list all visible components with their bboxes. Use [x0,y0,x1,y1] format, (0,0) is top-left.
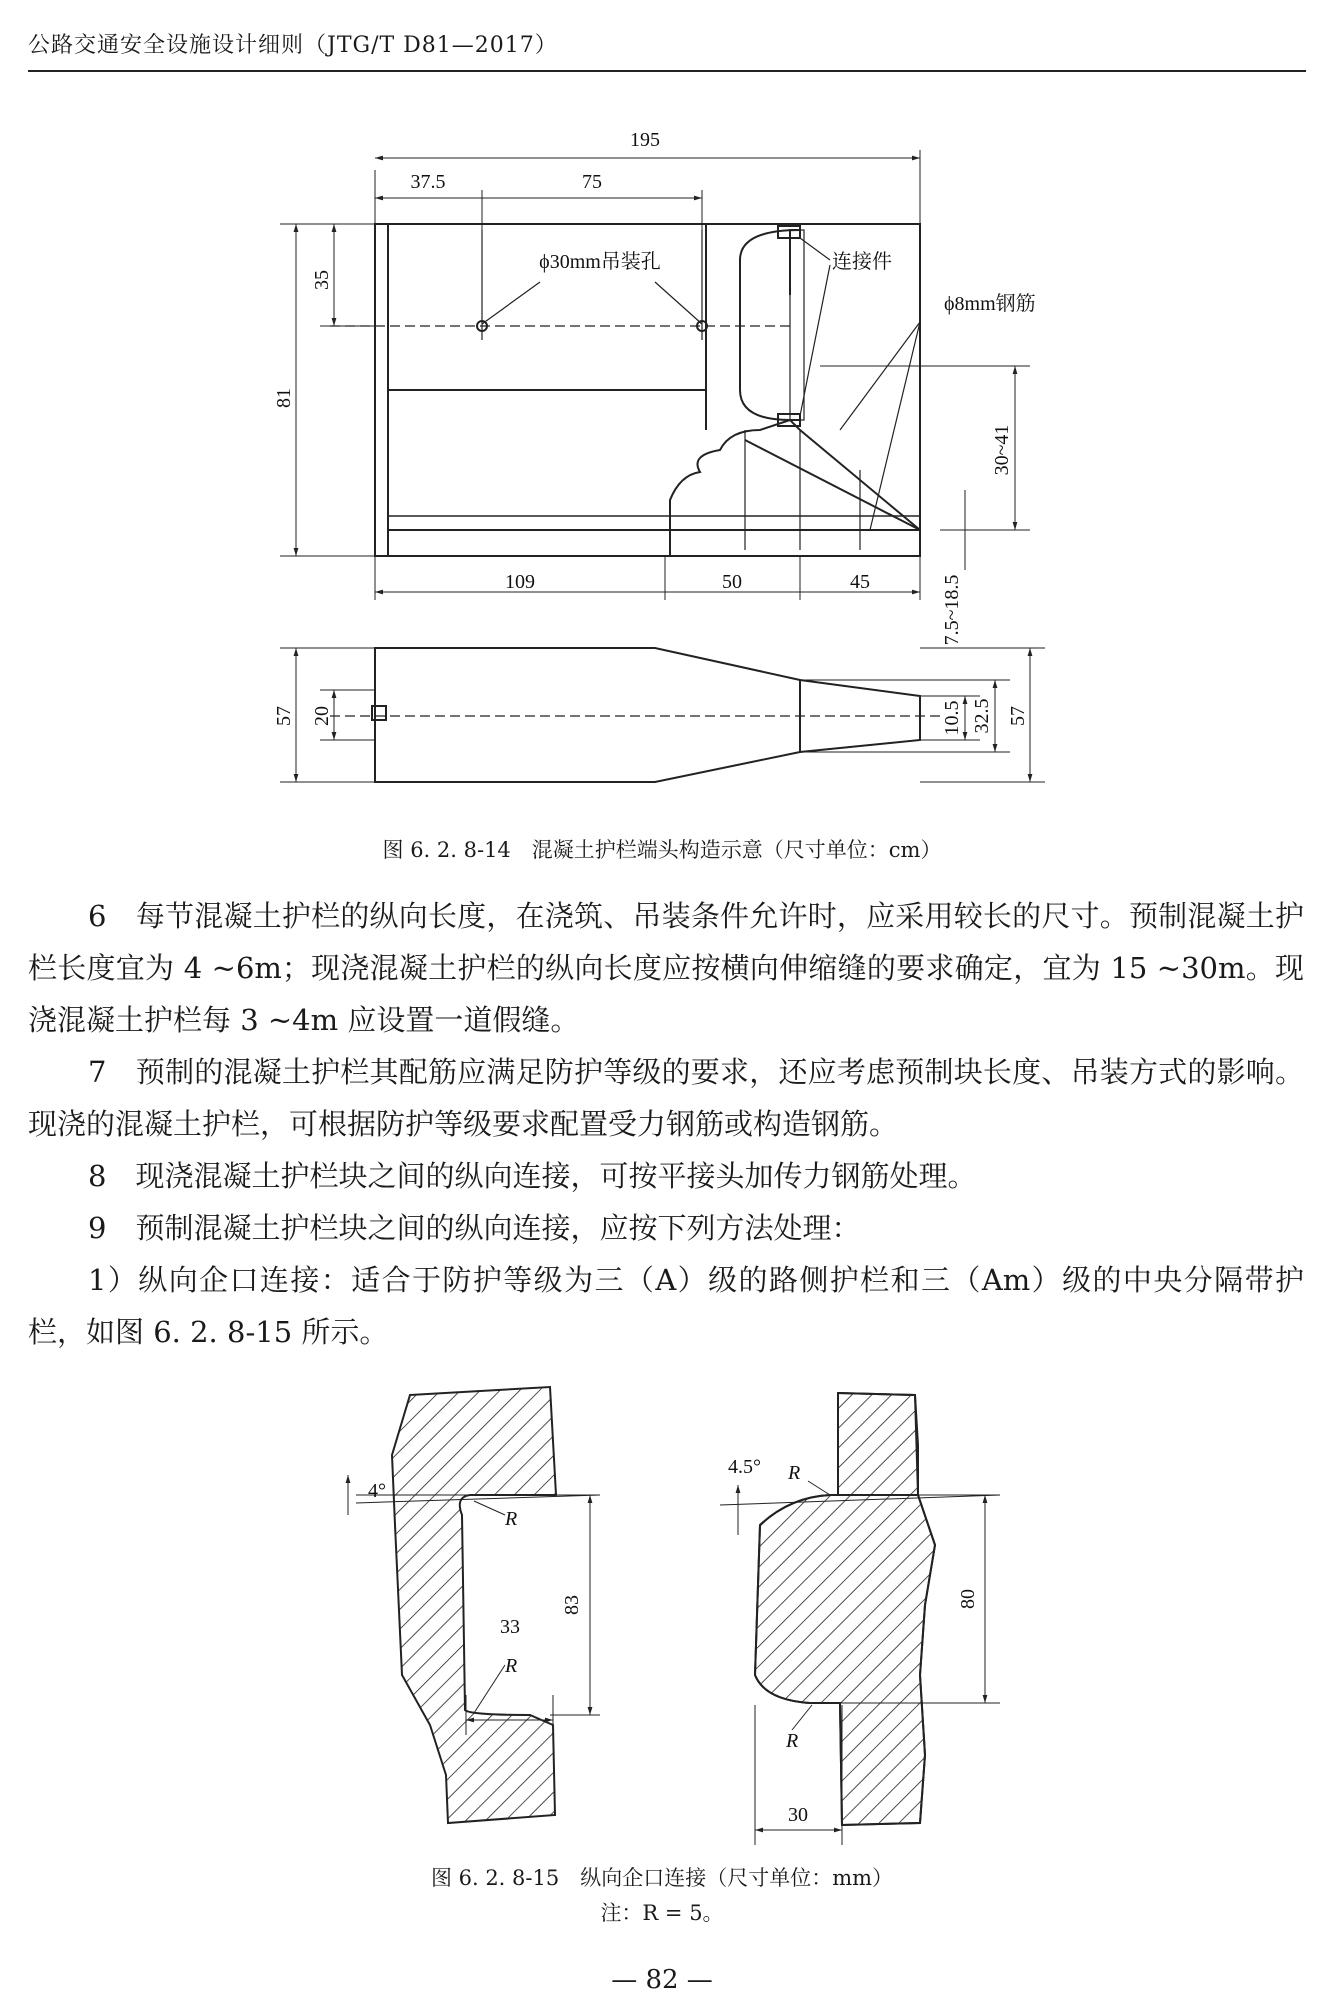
figure2-caption: 图 6. 2. 8-15 纵向企口连接（尺寸单位：mm） [430,1866,894,1890]
header-rule [28,70,1306,72]
right-joint-section [755,1393,935,1825]
dim-hole-spacing: 75 [582,171,602,193]
left-dim-width: 33 [500,1616,520,1638]
dim-total-height: 81 [273,388,295,408]
running-header: 公路交通安全设施设计细则（JTG/T D81—2017） [28,33,558,58]
plan-dim-right-a: 10.5 [941,700,963,736]
paragraph-8: 8 现浇混凝土护栏块之间的纵向连接，可按平接头加传力钢筋处理。 [88,1159,977,1193]
figure-tongue-groove-drawing [0,1375,1324,1865]
dim-hole-offset: 37.5 [410,171,446,193]
page-number: — 82 — [611,1965,713,1995]
left-radius-bottom: R [505,1655,518,1677]
label-lifting-hole: ϕ30mm吊装孔 [539,251,661,273]
dim-bottom-a: 109 [505,571,535,593]
left-radius-top: R [505,1508,518,1530]
plan-dim-right-c: 57 [1007,706,1029,726]
figure2-note: 注：R = 5。 [600,1901,724,1925]
body-text [28,890,1304,1358]
plan-dim-left-inner: 20 [311,706,333,726]
figure-guardrail-end-drawing [0,100,1324,860]
left-dim-height: 83 [561,1595,583,1615]
right-dim-width: 30 [788,1804,808,1826]
right-angle-label: 4.5° [728,1456,761,1478]
paragraph-9: 9 预制混凝土护栏块之间的纵向连接，应按下列方法处理： [88,1211,861,1245]
figure1-caption: 图 6. 2. 8-14 混凝土护栏端头构造示意（尺寸单位：cm） [382,838,942,862]
paragraph-6: 6 每节混凝土护栏的纵向长度，在浇筑、吊装条件允许时，应采用较长的尺寸。预制混凝土护栏长度宜为 4 ~6m；现浇混凝土护栏的纵向长度应按横向伸缩缝的要求确定，宜为 15 ~30m。现浇混凝土护栏每 3 ~4m 应设置一道假缝。 [28,899,1304,1037]
label-connector: 连接件 [832,251,892,273]
plan-dim-right-b: 32.5 [971,698,993,734]
dim-total-width: 195 [630,129,660,151]
paragraph-9-1: 1）纵向企口连接：适合于防护等级为三（A）级的路侧护栏和三（Am）级的中央分隔带护栏，如图 6. 2. 8-15 所示。 [28,1263,1304,1349]
plan-dim-left-outer: 57 [273,706,295,726]
left-joint-section [392,1387,556,1823]
dim-bottom-b: 50 [722,571,742,593]
figure-tongue-groove [0,1375,1324,1865]
dim-bottom-c: 45 [850,571,870,593]
dim-right-b: 7.5~18.5 [941,574,963,646]
dim-right-a: 30~41 [991,424,1013,476]
right-radius-bottom: R [786,1730,799,1752]
left-angle-label: 4° [368,1480,386,1502]
figure-guardrail-end [0,100,1324,860]
label-rebar: ϕ8mm钢筋 [944,293,1036,315]
dim-hole-height: 35 [311,270,333,290]
right-dim-height: 80 [957,1589,979,1609]
paragraph-7: 7 预制的混凝土护栏其配筋应满足防护等级的要求，还应考虑预制块长度、吊装方式的影响。现浇的混凝土护栏，可根据防护等级要求配置受力钢筋或构造钢筋。 [28,1055,1304,1141]
plan-view-outline [375,648,920,782]
right-radius-top: R [788,1462,801,1484]
